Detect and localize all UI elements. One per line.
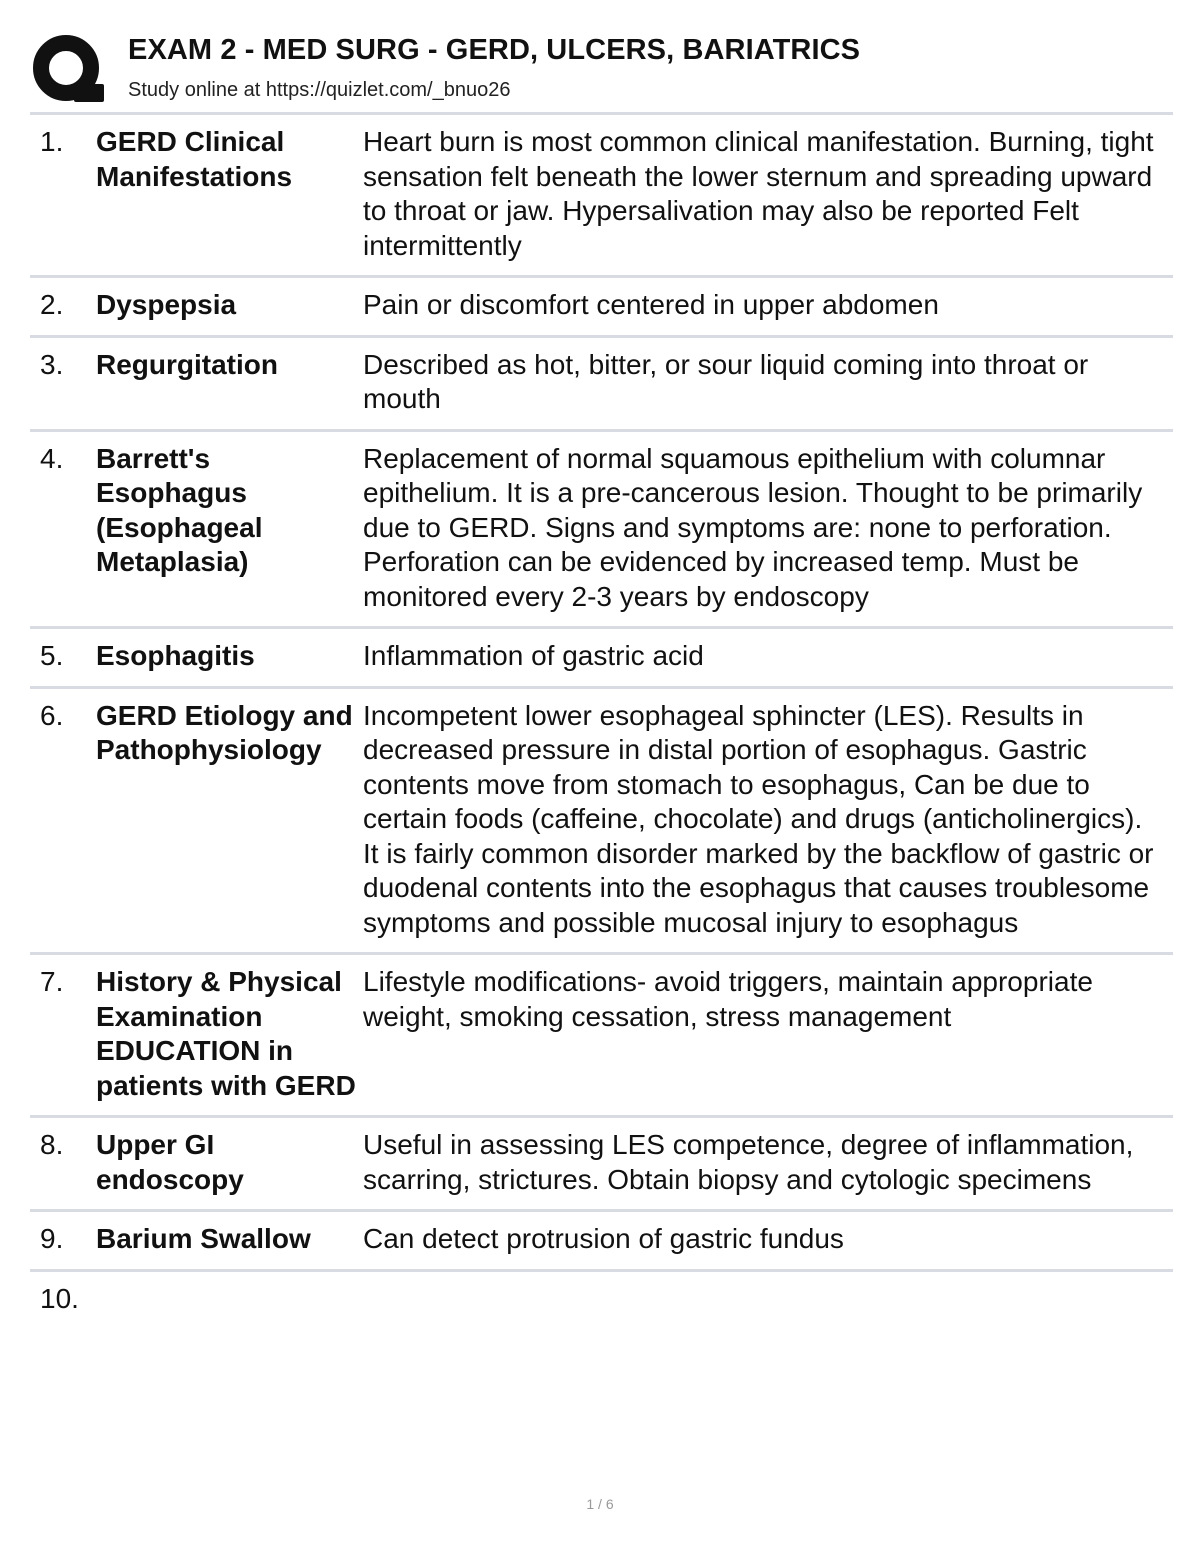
card-term (96, 1282, 363, 1317)
card-number: 1. (40, 126, 64, 157)
document-title: EXAM 2 - MED SURG - GERD, ULCERS, BARIATRICS (128, 34, 861, 66)
card-term: Regurgitation (96, 348, 278, 380)
page-header (30, 30, 1175, 110)
card-number: 8. (40, 1129, 64, 1160)
card-definition: Replacement of normal squamous epithelium with columnar epithelium. It is a pre-cancerous lesion. Thought to be primarily due to GERD. Signs and symptoms are: none to perforation. Perforation can be evidenced by increased temp. Must be monitored every 2-3 years by endoscopy (363, 442, 1143, 612)
flashcard-row (30, 689, 1173, 956)
card-term: GERD Etiology and Pathophysiology (96, 699, 353, 765)
flashcard-row (30, 1212, 1173, 1272)
card-definition (363, 1282, 1173, 1317)
flashcard-row (30, 338, 1173, 432)
flashcard-row (30, 1118, 1173, 1212)
card-term: Barium Swallow (96, 1223, 311, 1254)
card-term: History & Physical Examination EDUCATION in patients with GERD (96, 966, 356, 1101)
flashcard-row (30, 955, 1173, 1118)
card-term: Dyspepsia (96, 289, 237, 320)
card-term: Upper GI endoscopy (96, 1129, 244, 1195)
card-number: 2. (40, 289, 64, 320)
card-number: 9. (40, 1223, 64, 1254)
flashcard-row (30, 278, 1173, 338)
card-definition: Can detect protrusion of gastric fundus (363, 1223, 844, 1254)
study-link[interactable]: Study online at https://quizlet.com/_bnuo26 (128, 79, 511, 101)
flashcard-row (30, 1272, 1173, 1329)
card-definition: Incompetent lower esophageal sphincter (LES). Results in decreased pressure in distal portion of esophagus. Gastric contents move from stomach to esophagus, Can be due to certain foods (caffeine, chocolate) and drugs (anticholinergics). It is fairly common disorder marked by the backflow of gastric or duodenal contents into the esophagus that causes troublesome symptoms and possible mucosal injury to esophagus (363, 699, 1154, 938)
card-definition: Inflammation of gastric acid (363, 640, 704, 671)
card-number: 6. (40, 699, 64, 731)
card-definition: Useful in assessing LES competence, degree of inflammation, scarring, strictures. Obtain biopsy and cytologic specimens (363, 1129, 1134, 1195)
flashcard-row (30, 115, 1173, 278)
card-definition: Heart burn is most common clinical manifestation. Burning, tight sensation felt beneath the lower sternum and spreading upward to throat or jaw. Hypersalivation may also be reported Felt intermittently (363, 126, 1154, 261)
card-term: Esophagitis (96, 640, 255, 671)
card-definition: Described as hot, bitter, or sour liquid coming into throat or mouth (363, 348, 1089, 414)
page-number: 1 / 6 (586, 1496, 614, 1512)
card-number: 10. (40, 1282, 79, 1314)
flashcard-list (30, 115, 1173, 1328)
card-number: 4. (40, 442, 64, 474)
card-number: 7. (40, 966, 64, 997)
card-number: 3. (40, 348, 64, 380)
flashcard-row (30, 629, 1173, 689)
flashcard-row (30, 432, 1173, 630)
quizlet-logo-icon (30, 32, 106, 108)
card-term: GERD Clinical Manifestations (96, 126, 293, 192)
card-term: Barrett's Esophagus (Esophageal Metaplasia) (96, 442, 263, 577)
card-definition: Pain or discomfort centered in upper abdomen (363, 289, 939, 320)
card-number: 5. (40, 640, 64, 671)
card-definition: Lifestyle modifications- avoid triggers, maintain appropriate weight, smoking cessation, stress management (363, 966, 1093, 1032)
